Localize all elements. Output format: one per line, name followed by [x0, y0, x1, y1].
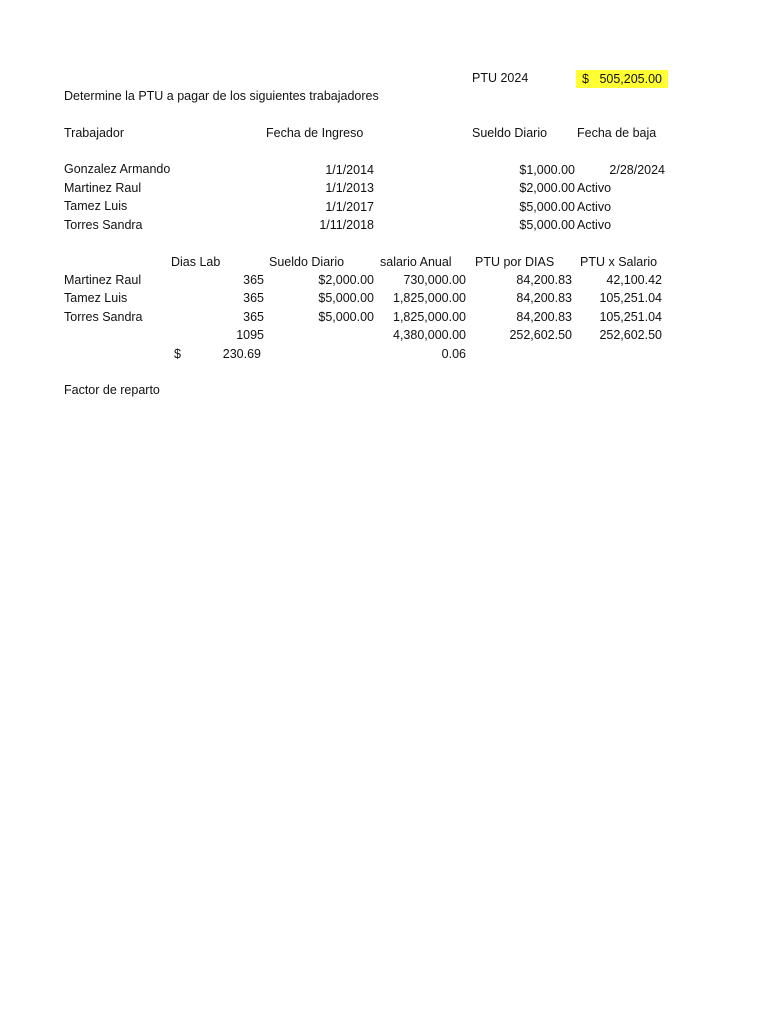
calc-dias: 365	[243, 291, 264, 305]
worker-name: Torres Sandra	[64, 218, 143, 232]
calc-dias: 365	[243, 310, 264, 324]
calc-ptu-dias: 84,200.83	[516, 291, 572, 305]
worker-sueldo: $5,000.00	[519, 218, 575, 232]
header-salario-anual: salario Anual	[380, 255, 452, 269]
header-ptu-dias: PTU por DIAS	[475, 255, 555, 269]
ptu-label: PTU 2024	[472, 71, 529, 85]
calc-sueldo: $5,000.00	[318, 291, 374, 305]
factor-dias: 230.69	[222, 347, 261, 361]
worker-name: Martinez Raul	[64, 181, 142, 195]
header-sueldo-diario: Sueldo Diario	[472, 126, 548, 140]
worker-name: Tamez Luis	[64, 199, 128, 213]
worker-name: Gonzalez Armando	[64, 162, 171, 176]
total-ptu-salario: 252,602.50	[599, 328, 662, 342]
header-ptu-salario: PTU x Salario	[580, 255, 658, 269]
worker-fecha-baja: 2/28/2024	[609, 163, 665, 177]
worker-sueldo: $2,000.00	[519, 181, 575, 195]
header-fecha-baja: Fecha de baja	[577, 126, 657, 140]
calc-name: Tamez Luis	[64, 291, 128, 305]
ptu-amount-cell	[576, 70, 668, 88]
ptu-currency: $	[582, 72, 589, 86]
worker-status: Activo	[577, 200, 612, 214]
total-dias: 1095	[236, 328, 264, 342]
factor-de-reparto-label: Factor de reparto	[64, 383, 160, 397]
factor-salario: 0.06	[441, 347, 466, 361]
header-trabajador: Trabajador	[64, 126, 124, 140]
worker-fecha-ingreso: 1/1/2013	[325, 181, 374, 195]
worker-status: Activo	[577, 218, 612, 232]
calc-ptu-salario: 105,251.04	[599, 291, 662, 305]
calc-sueldo: $2,000.00	[318, 273, 374, 287]
worker-sueldo: $5,000.00	[519, 200, 575, 214]
calc-ptu-dias: 84,200.83	[516, 273, 572, 287]
header-fecha-ingreso: Fecha de Ingreso	[266, 126, 364, 140]
total-anual: 4,380,000.00	[393, 328, 466, 342]
calc-ptu-salario: 105,251.04	[599, 310, 662, 324]
worker-fecha-ingreso: 1/1/2017	[325, 200, 374, 214]
calc-name: Torres Sandra	[64, 310, 143, 324]
worker-fecha-ingreso: 1/1/2014	[325, 163, 374, 177]
factor-currency: $	[174, 347, 181, 361]
calc-sueldo: $5,000.00	[318, 310, 374, 324]
worker-status: Activo	[577, 181, 612, 195]
header-sueldo-diario-2: Sueldo Diario	[269, 255, 345, 269]
worker-sueldo: $1,000.00	[519, 163, 575, 177]
ptu-amount: 505,205.00	[599, 72, 662, 86]
instruction-text: Determine la PTU a pagar de los siguientes trabajadores	[64, 89, 379, 103]
calc-anual: 1,825,000.00	[393, 310, 466, 324]
calc-name: Martinez Raul	[64, 273, 142, 287]
worker-fecha-ingreso: 1/11/2018	[319, 218, 374, 232]
calc-dias: 365	[243, 273, 264, 287]
header-dias-lab: Dias Lab	[171, 255, 221, 269]
calc-anual: 730,000.00	[403, 273, 466, 287]
total-ptu-dias: 252,602.50	[509, 328, 572, 342]
calc-anual: 1,825,000.00	[393, 291, 466, 305]
calc-ptu-salario: 42,100.42	[606, 273, 662, 287]
calc-ptu-dias: 84,200.83	[516, 310, 572, 324]
